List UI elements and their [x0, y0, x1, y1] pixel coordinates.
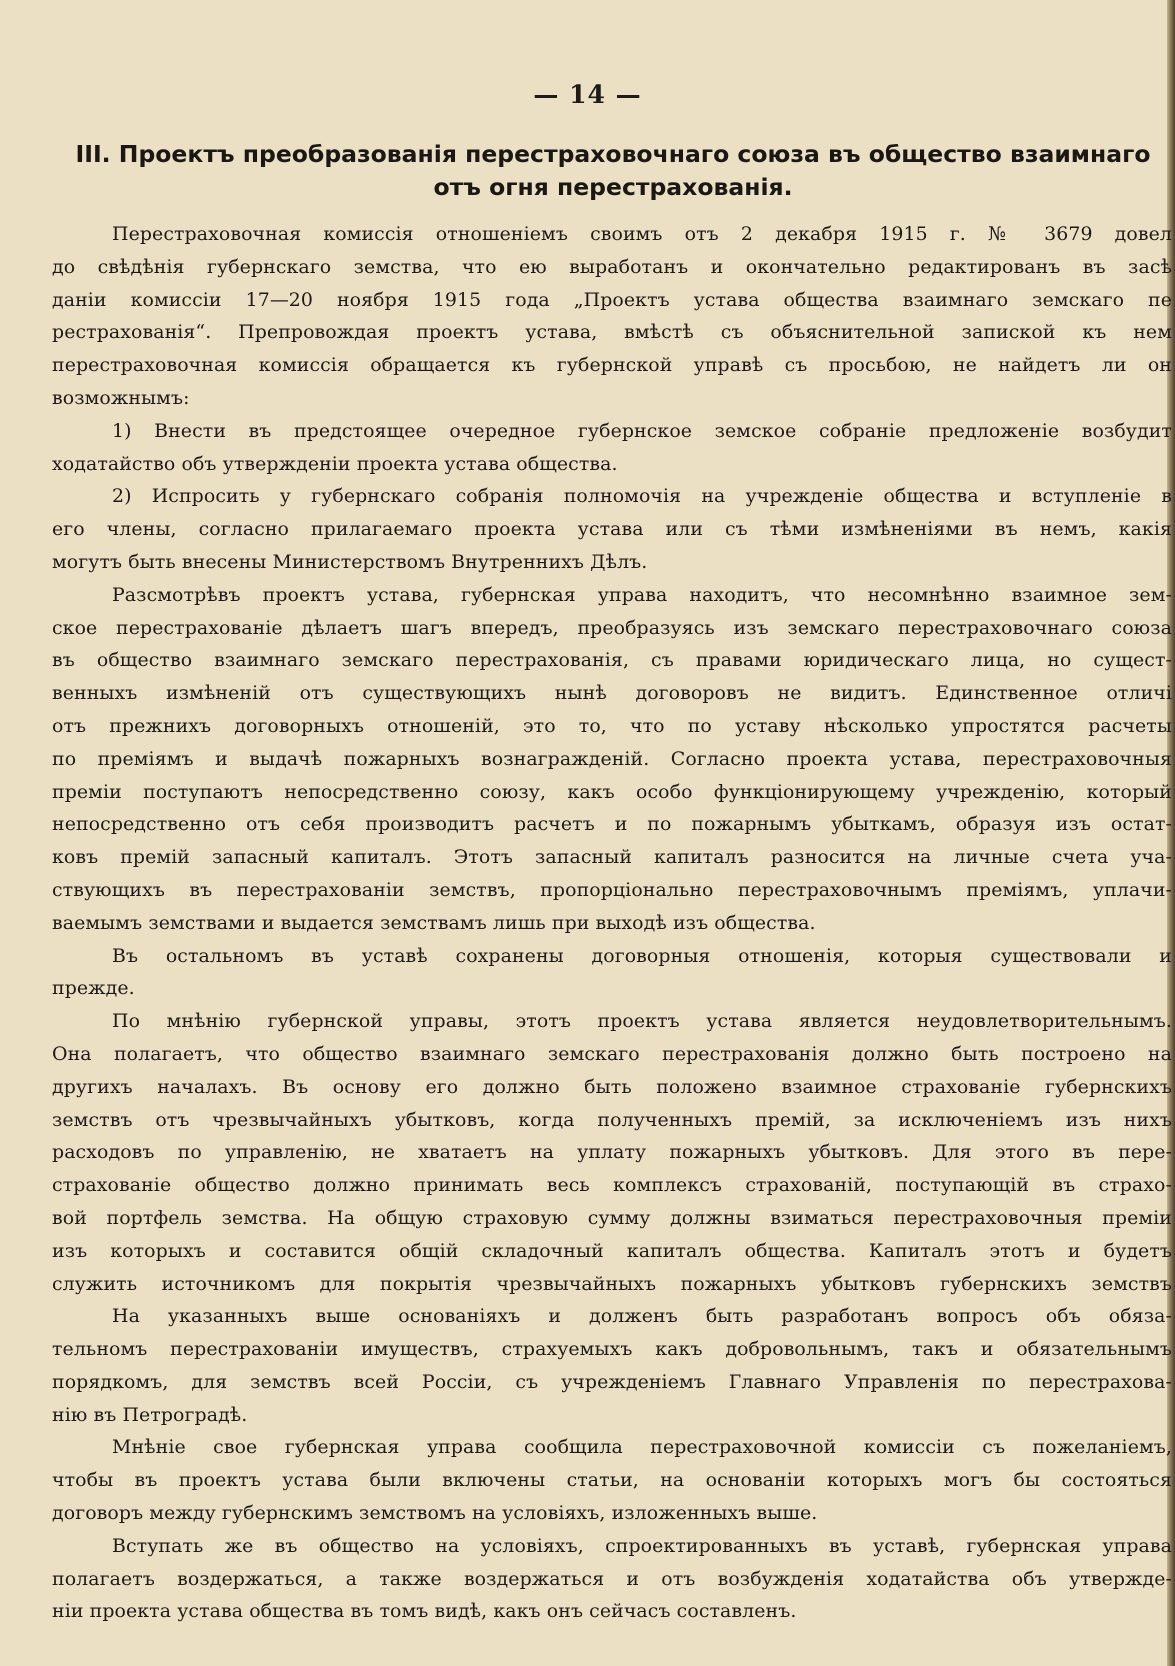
text-line: 2) Испросить у губернскаго собранія полномочія на учрежденіе общества и вступленіе в [112, 485, 1172, 508]
text-line: ское перестрахованіе дѣлаетъ шагъ впередъ, преобразуясь изъ земскаго перестраховочнаго союза [52, 616, 1172, 639]
text-line: ніи проекта устава общества въ томъ видѣ, какъ онъ сейчасъ составленъ. [52, 1600, 797, 1623]
text-line: полагаетъ воздержаться, а также воздержаться и отъ возбужденія ходатайства объ утвержде- [52, 1567, 1172, 1590]
text-line: страхованіе общество должно принимать весь комплексъ страхованій, поступающій въ страхо- [52, 1174, 1172, 1197]
text-line: тельномъ перестрахованіи имуществъ, страхуемыхъ какъ добровольнымъ, такъ и обязательнымъ [52, 1338, 1172, 1361]
text-line: перестраховочная комиссія обращается къ губернской управѣ съ просьбою, не найдетъ ли он [52, 354, 1172, 377]
text-line: расходовъ по управленію, не хватаетъ на уплату пожарныхъ убытковъ. Для этого въ пере- [52, 1141, 1172, 1164]
text-line: рестрахованія“. Препровождая проектъ устава, вмѣстѣ съ объяснительной запиской къ нем [52, 321, 1172, 344]
text-line: Вступать же въ общество на условіяхъ, спроектированныхъ въ уставѣ, губернская управа [112, 1534, 1172, 1557]
text-line: ствующихъ въ перестрахованіи земствъ, пропорціонально перестраховочнымъ преміямъ, уплачи- [52, 878, 1172, 901]
text-line: нію въ Петроградѣ. [52, 1403, 248, 1426]
text-line: 1) Внести въ предстоящее очередное губернское земское собраніе предложеніе возбудит [112, 419, 1172, 442]
text-line: его члены, согласно прилагаемаго проекта устава или съ тѣми измѣненіями въ немъ, какія [52, 518, 1172, 541]
text-line: по преміямъ и выдачѣ пожарныхъ вознагражденій. Согласно проекта устава, перестраховочныя [52, 747, 1172, 770]
text-line: Въ остальномъ въ уставѣ сохранены договорныя отношенія, которыя существовали и [112, 944, 1172, 967]
text-line: порядкомъ, для земствъ всей Россіи, съ учрежденіемъ Главнаго Управленія по перестрахова- [52, 1370, 1172, 1393]
text-line: могутъ быть внесены Министерствомъ Внутреннихъ Дѣлъ. [52, 550, 648, 573]
page-number: — 14 — [533, 80, 642, 109]
text-line: прежде. [52, 977, 135, 1000]
heading-line-2: отъ огня перестрахованія. [433, 173, 793, 201]
text-line: преміи поступаютъ непосредственно союзу, какъ особо функціонирующему учрежденію, который [52, 780, 1172, 803]
text-line: отъ прежнихъ договорныхъ отношеній, это то, что по уставу нѣсколько упростятся расчеты [52, 714, 1172, 737]
text-line: изъ которыхъ и составится общій складочный капиталъ общества. Капиталъ этотъ и будетъ [52, 1239, 1172, 1262]
text-line: Перестраховочная комиссія отношеніемъ своимъ отъ 2 декабря 1915 г. № 3679 довел [112, 223, 1172, 245]
text-line: другихъ началахъ. Въ основу его должно быть положено взаимное страхованіе губернскихъ [52, 1075, 1172, 1098]
text-line: Разсмотрѣвъ проектъ устава, губернская управа находитъ, что несомнѣнно взаимное зем- [112, 583, 1172, 606]
text-line: Мнѣніе свое губернская управа сообщила перестраховочной комиссіи съ пожеланіемъ, [112, 1436, 1172, 1459]
text-line: договоръ между губернскимъ земствомъ на условіяхъ, изложенныхъ выше. [52, 1502, 818, 1525]
text-line: вой портфель земства. На общую страховую сумму должны взиматься перестраховочныя преміи [52, 1206, 1172, 1229]
text-line: даніи комиссіи 17—20 ноября 1915 года „Проектъ устава общества взаимнаго земскаго пе [52, 288, 1172, 311]
text-line: венныхъ измѣненій отъ существующихъ нынѣ договоровъ не видитъ. Единственное отличі [52, 682, 1172, 705]
heading-line-1: III. Проектъ преобразованія перестраховочнаго союза въ общество взаимнаго [75, 140, 1151, 168]
text-line: чтобы въ проектъ устава были включены статьи, на основаніи которыхъ могъ бы состояться [52, 1469, 1172, 1492]
text-line: ходатайство объ утвержденіи проекта устава общества. [52, 452, 618, 475]
body-text [52, 218, 1172, 1628]
text-line: По мнѣнію губернской управы, этотъ проектъ устава является неудовлетворительнымъ. [112, 1010, 1172, 1033]
text-line: На указанныхъ выше основаніяхъ и долженъ быть разработанъ вопросъ объ обяза- [112, 1305, 1172, 1328]
text-line: ваемымъ земствами и выдается земствамъ лишь при выходѣ изъ общества. [52, 911, 816, 934]
text-line: до свѣдѣнія губернскаго земства, что ею выработанъ и окончательно редактированъ въ засѣ [52, 255, 1172, 278]
text-line: возможнымъ: [52, 386, 190, 409]
text-line: служить источникомъ для покрытія чрезвычайныхъ пожарныхъ убытковъ губернскихъ земствъ [52, 1272, 1172, 1295]
text-line: земствъ отъ чрезвычайныхъ убытковъ, когда полученныхъ премій, за исключеніемъ изъ нихъ [52, 1108, 1172, 1131]
section-heading [58, 138, 1168, 204]
text-line: ковъ премій запасный капиталъ. Этотъ запасный капиталъ разносится на личные счета уча- [52, 846, 1172, 869]
text-line: въ общество взаимнаго земскаго перестрахованія, съ правами юридическаго лица, но сущест- [52, 649, 1172, 672]
text-line: непосредственно отъ себя производитъ расчетъ и по пожарнымъ убыткамъ, образуя изъ остат- [52, 813, 1172, 836]
text-line: Она полагаетъ, что общество взаимнаго земскаго перестрахованія должно быть построено на [52, 1042, 1172, 1065]
